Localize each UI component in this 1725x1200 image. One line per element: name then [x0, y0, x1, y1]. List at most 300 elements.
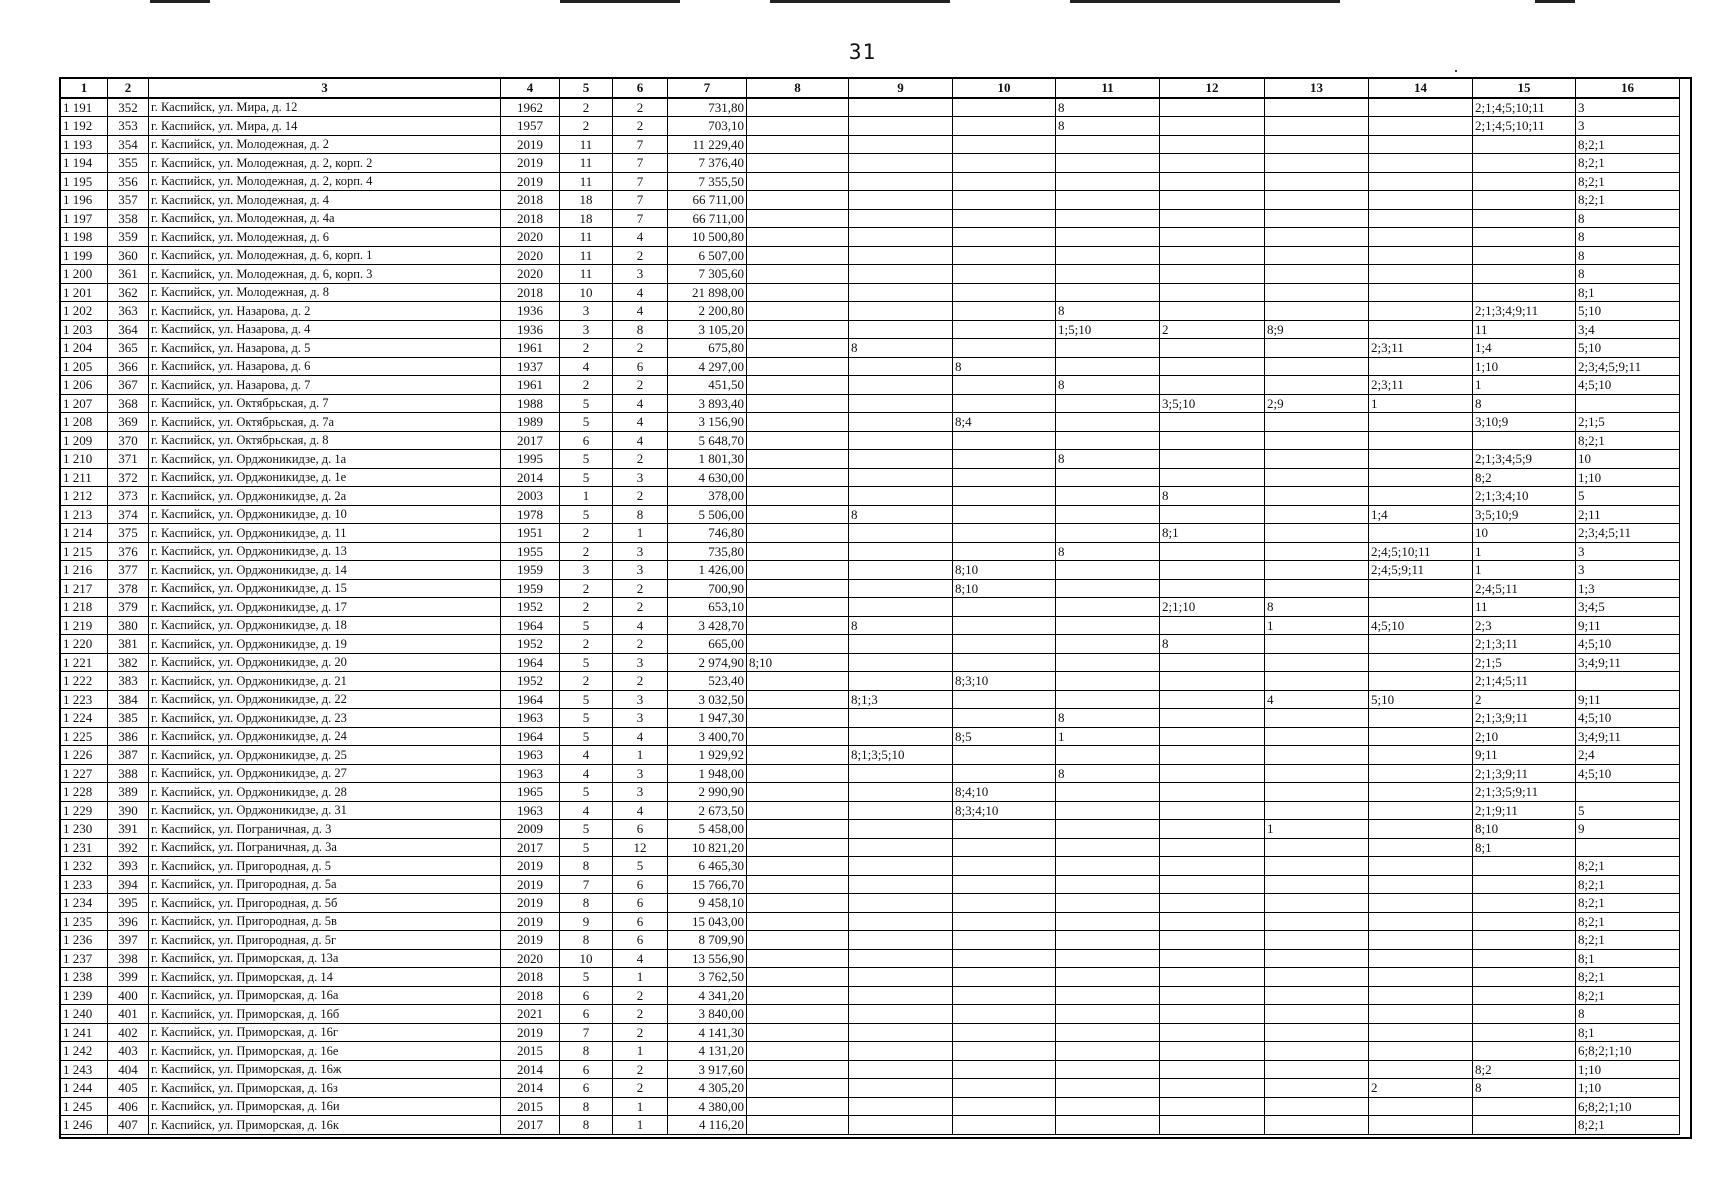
cell-col-6: 6 — [613, 357, 668, 376]
cell-col-12 — [1160, 838, 1265, 857]
cell-col-2: 374 — [108, 505, 149, 524]
cell-col-16 — [1576, 838, 1680, 857]
cell-col-15 — [1473, 1042, 1576, 1061]
column-header-14: 14 — [1369, 79, 1473, 98]
cell-col-1: 1 244 — [61, 1079, 108, 1098]
cell-col-10 — [953, 505, 1056, 524]
cell-col-1: 1 234 — [61, 894, 108, 913]
table-row — [61, 339, 1680, 358]
table-row — [61, 394, 1680, 413]
cell-col-2: 364 — [108, 320, 149, 339]
cell-col-14: 2;4;5;9;11 — [1369, 561, 1473, 580]
cell-col-8 — [747, 265, 849, 284]
cell-col-3: г. Каспийск, ул. Молодежная, д. 4а — [149, 209, 501, 228]
cell-col-3: г. Каспийск, ул. Орджоникидзе, д. 21 — [149, 672, 501, 691]
table-row — [61, 209, 1680, 228]
cell-col-16: 1;10 — [1576, 468, 1680, 487]
cell-col-7: 3 840,00 — [668, 1005, 747, 1024]
table-row — [61, 968, 1680, 987]
cell-col-13 — [1265, 894, 1369, 913]
cell-col-16: 10 — [1576, 450, 1680, 469]
cell-col-3: г. Каспийск, ул. Орджоникидзе, д. 24 — [149, 727, 501, 746]
cell-col-1: 1 196 — [61, 191, 108, 210]
cell-col-6: 8 — [613, 320, 668, 339]
cell-col-2: 372 — [108, 468, 149, 487]
table-row — [61, 320, 1680, 339]
cell-col-15 — [1473, 172, 1576, 191]
cell-col-13: 1 — [1265, 616, 1369, 635]
cell-col-1: 1 220 — [61, 635, 108, 654]
cell-col-2: 397 — [108, 931, 149, 950]
cell-col-4: 2003 — [501, 487, 560, 506]
table-row — [61, 357, 1680, 376]
cell-col-12: 8;1 — [1160, 524, 1265, 543]
cell-col-15 — [1473, 135, 1576, 154]
cell-col-4: 1963 — [501, 801, 560, 820]
cell-col-11: 8 — [1056, 764, 1160, 783]
cell-col-12 — [1160, 265, 1265, 284]
cell-col-2: 379 — [108, 598, 149, 617]
cell-col-8 — [747, 1079, 849, 1098]
cell-col-5: 11 — [560, 172, 613, 191]
cell-col-2: 381 — [108, 635, 149, 654]
cell-col-13 — [1265, 339, 1369, 358]
cell-col-3: г. Каспийск, ул. Назарова, д. 7 — [149, 376, 501, 395]
cell-col-5: 11 — [560, 265, 613, 284]
cell-col-16 — [1576, 672, 1680, 691]
cell-col-13 — [1265, 283, 1369, 302]
cell-col-3: г. Каспийск, ул. Орджоникидзе, д. 31 — [149, 801, 501, 820]
cell-col-8 — [747, 801, 849, 820]
cell-col-13 — [1265, 783, 1369, 802]
cell-col-11 — [1056, 561, 1160, 580]
cell-col-15: 8 — [1473, 394, 1576, 413]
cell-col-12 — [1160, 875, 1265, 894]
cell-col-10 — [953, 339, 1056, 358]
cell-col-4: 1964 — [501, 727, 560, 746]
cell-col-16: 8;2;1 — [1576, 1116, 1680, 1135]
cell-col-13 — [1265, 801, 1369, 820]
cell-col-16: 8;2;1 — [1576, 135, 1680, 154]
table-row — [61, 801, 1680, 820]
cell-col-1: 1 227 — [61, 764, 108, 783]
cell-col-14 — [1369, 413, 1473, 432]
cell-col-8 — [747, 302, 849, 321]
cell-col-6: 2 — [613, 487, 668, 506]
cell-col-2: 356 — [108, 172, 149, 191]
cell-col-2: 371 — [108, 450, 149, 469]
cell-col-2: 368 — [108, 394, 149, 413]
cell-col-8 — [747, 320, 849, 339]
cell-col-12 — [1160, 986, 1265, 1005]
cell-col-6: 2 — [613, 117, 668, 136]
cell-col-1: 1 217 — [61, 579, 108, 598]
cell-col-3: г. Каспийск, ул. Орджоникидзе, д. 10 — [149, 505, 501, 524]
cell-col-3: г. Каспийск, ул. Орджоникидзе, д. 22 — [149, 690, 501, 709]
cell-col-5: 5 — [560, 690, 613, 709]
cell-col-5: 2 — [560, 598, 613, 617]
cell-col-1: 1 201 — [61, 283, 108, 302]
cell-col-1: 1 230 — [61, 820, 108, 839]
cell-col-4: 1936 — [501, 320, 560, 339]
cell-col-9 — [849, 283, 953, 302]
cell-col-11 — [1056, 986, 1160, 1005]
cell-col-13 — [1265, 98, 1369, 117]
cell-col-6: 6 — [613, 875, 668, 894]
cell-col-14 — [1369, 653, 1473, 672]
cell-col-3: г. Каспийск, ул. Орджоникидзе, д. 19 — [149, 635, 501, 654]
cell-col-3: г. Каспийск, ул. Назарова, д. 5 — [149, 339, 501, 358]
cell-col-11 — [1056, 949, 1160, 968]
cell-col-5: 8 — [560, 931, 613, 950]
cell-col-2: 365 — [108, 339, 149, 358]
cell-col-14: 4;5;10 — [1369, 616, 1473, 635]
cell-col-12 — [1160, 1097, 1265, 1116]
cell-col-8 — [747, 339, 849, 358]
cell-col-2: 362 — [108, 283, 149, 302]
cell-col-10 — [953, 191, 1056, 210]
cell-col-1: 1 241 — [61, 1023, 108, 1042]
cell-col-6: 2 — [613, 598, 668, 617]
cell-col-11 — [1056, 154, 1160, 173]
cell-col-4: 1952 — [501, 598, 560, 617]
cell-col-14 — [1369, 1116, 1473, 1135]
cell-col-9: 8 — [849, 505, 953, 524]
cell-col-15: 2;1;3;4;9;11 — [1473, 302, 1576, 321]
cell-col-5: 8 — [560, 1116, 613, 1135]
cell-col-14 — [1369, 1097, 1473, 1116]
cell-col-15: 8;2 — [1473, 468, 1576, 487]
top-rule-3 — [770, 0, 950, 3]
cell-col-4: 2018 — [501, 986, 560, 1005]
cell-col-1: 1 212 — [61, 487, 108, 506]
cell-col-6: 7 — [613, 154, 668, 173]
table-row — [61, 672, 1680, 691]
table-row — [61, 579, 1680, 598]
cell-col-9: 8;1;3 — [849, 690, 953, 709]
cell-col-12 — [1160, 209, 1265, 228]
cell-col-6: 3 — [613, 561, 668, 580]
table-row — [61, 931, 1680, 950]
cell-col-9 — [849, 986, 953, 1005]
cell-col-4: 2015 — [501, 1097, 560, 1116]
cell-col-10: 8;3;4;10 — [953, 801, 1056, 820]
cell-col-15: 2;1;5 — [1473, 653, 1576, 672]
cell-col-16: 3;4;5 — [1576, 598, 1680, 617]
cell-col-6: 2 — [613, 376, 668, 395]
cell-col-10 — [953, 1060, 1056, 1079]
cell-col-13: 1 — [1265, 820, 1369, 839]
cell-col-16: 8;2;1 — [1576, 431, 1680, 450]
cell-col-12 — [1160, 616, 1265, 635]
cell-col-5: 2 — [560, 542, 613, 561]
cell-col-2: 395 — [108, 894, 149, 913]
cell-col-14 — [1369, 746, 1473, 765]
cell-col-6: 7 — [613, 191, 668, 210]
column-header-16: 16 — [1576, 79, 1680, 98]
cell-col-12 — [1160, 727, 1265, 746]
cell-col-16: 4;5;10 — [1576, 376, 1680, 395]
cell-col-1: 1 208 — [61, 413, 108, 432]
cell-col-1: 1 191 — [61, 98, 108, 117]
table-row — [61, 912, 1680, 931]
cell-col-16: 8;2;1 — [1576, 875, 1680, 894]
cell-col-9 — [849, 191, 953, 210]
cell-col-4: 1978 — [501, 505, 560, 524]
cell-col-5: 3 — [560, 302, 613, 321]
cell-col-7: 735,80 — [668, 542, 747, 561]
table-row — [61, 690, 1680, 709]
cell-col-11 — [1056, 672, 1160, 691]
cell-col-16: 8;2;1 — [1576, 154, 1680, 173]
cell-col-4: 1959 — [501, 579, 560, 598]
cell-col-2: 407 — [108, 1116, 149, 1135]
cell-col-2: 376 — [108, 542, 149, 561]
column-header-8: 8 — [747, 79, 849, 98]
cell-col-14 — [1369, 838, 1473, 857]
cell-col-5: 11 — [560, 246, 613, 265]
cell-col-9 — [849, 949, 953, 968]
cell-col-16: 8 — [1576, 209, 1680, 228]
cell-col-16: 3 — [1576, 117, 1680, 136]
cell-col-14: 2;3;11 — [1369, 376, 1473, 395]
cell-col-15: 2;1;3;11 — [1473, 635, 1576, 654]
cell-col-9 — [849, 561, 953, 580]
cell-col-15: 1 — [1473, 561, 1576, 580]
cell-col-2: 358 — [108, 209, 149, 228]
cell-col-13 — [1265, 1079, 1369, 1098]
cell-col-7: 2 200,80 — [668, 302, 747, 321]
cell-col-12 — [1160, 413, 1265, 432]
cell-col-16: 3 — [1576, 561, 1680, 580]
cell-col-15 — [1473, 1005, 1576, 1024]
cell-col-16: 5;10 — [1576, 339, 1680, 358]
cell-col-1: 1 232 — [61, 857, 108, 876]
top-rule-5 — [1535, 0, 1575, 3]
cell-col-1: 1 216 — [61, 561, 108, 580]
cell-col-12: 2;1;10 — [1160, 598, 1265, 617]
cell-col-16: 5;10 — [1576, 302, 1680, 321]
cell-col-14 — [1369, 228, 1473, 247]
cell-col-16: 1;10 — [1576, 1060, 1680, 1079]
cell-col-15: 2;3 — [1473, 616, 1576, 635]
cell-col-16: 2;3;4;5;11 — [1576, 524, 1680, 543]
cell-col-8 — [747, 98, 849, 117]
cell-col-12 — [1160, 246, 1265, 265]
cell-col-13: 4 — [1265, 690, 1369, 709]
table-row — [61, 450, 1680, 469]
cell-col-4: 2019 — [501, 154, 560, 173]
cell-col-6: 1 — [613, 1042, 668, 1061]
cell-col-4: 2017 — [501, 431, 560, 450]
cell-col-6: 7 — [613, 135, 668, 154]
cell-col-8 — [747, 524, 849, 543]
cell-col-7: 5 506,00 — [668, 505, 747, 524]
cell-col-2: 385 — [108, 709, 149, 728]
cell-col-5: 2 — [560, 579, 613, 598]
cell-col-14: 2;3;11 — [1369, 339, 1473, 358]
cell-col-5: 2 — [560, 672, 613, 691]
cell-col-1: 1 194 — [61, 154, 108, 173]
cell-col-6: 3 — [613, 783, 668, 802]
table-row — [61, 191, 1680, 210]
cell-col-3: г. Каспийск, ул. Орджоникидзе, д. 1е — [149, 468, 501, 487]
cell-col-12 — [1160, 894, 1265, 913]
table-row — [61, 949, 1680, 968]
cell-col-2: 355 — [108, 154, 149, 173]
cell-col-12 — [1160, 912, 1265, 931]
cell-col-10 — [953, 209, 1056, 228]
cell-col-15: 11 — [1473, 320, 1576, 339]
cell-col-3: г. Каспийск, ул. Приморская, д. 16ж — [149, 1060, 501, 1079]
cell-col-7: 6 465,30 — [668, 857, 747, 876]
cell-col-13 — [1265, 949, 1369, 968]
cell-col-9 — [849, 209, 953, 228]
cell-col-15: 2;1;3;5;9;11 — [1473, 783, 1576, 802]
cell-col-4: 1988 — [501, 394, 560, 413]
cell-col-6: 2 — [613, 986, 668, 1005]
cell-col-9 — [849, 598, 953, 617]
table-row — [61, 783, 1680, 802]
cell-col-12 — [1160, 579, 1265, 598]
cell-col-5: 18 — [560, 191, 613, 210]
column-header-3: 3 — [149, 79, 501, 98]
cell-col-15 — [1473, 154, 1576, 173]
cell-col-8 — [747, 709, 849, 728]
cell-col-5: 8 — [560, 1042, 613, 1061]
cell-col-13 — [1265, 1023, 1369, 1042]
cell-col-8 — [747, 931, 849, 950]
cell-col-13 — [1265, 1097, 1369, 1116]
cell-col-10 — [953, 542, 1056, 561]
cell-col-14: 1 — [1369, 394, 1473, 413]
cell-col-11: 8 — [1056, 117, 1160, 136]
cell-col-6: 5 — [613, 857, 668, 876]
cell-col-2: 404 — [108, 1060, 149, 1079]
cell-col-4: 1961 — [501, 339, 560, 358]
cell-col-6: 4 — [613, 228, 668, 247]
cell-col-2: 387 — [108, 746, 149, 765]
cell-col-8 — [747, 1097, 849, 1116]
cell-col-8 — [747, 912, 849, 931]
cell-col-12 — [1160, 98, 1265, 117]
cell-col-14 — [1369, 246, 1473, 265]
cell-col-14: 2 — [1369, 1079, 1473, 1098]
cell-col-2: 366 — [108, 357, 149, 376]
cell-col-4: 1962 — [501, 98, 560, 117]
cell-col-10 — [953, 1116, 1056, 1135]
cell-col-7: 2 974,90 — [668, 653, 747, 672]
cell-col-2: 378 — [108, 579, 149, 598]
cell-col-5: 5 — [560, 727, 613, 746]
cell-col-3: г. Каспийск, ул. Октябрьская, д. 8 — [149, 431, 501, 450]
cell-col-12 — [1160, 746, 1265, 765]
table-row — [61, 302, 1680, 321]
cell-col-3: г. Каспийск, ул. Орджоникидзе, д. 2а — [149, 487, 501, 506]
cell-col-11 — [1056, 228, 1160, 247]
cell-col-4: 2020 — [501, 246, 560, 265]
cell-col-7: 1 947,30 — [668, 709, 747, 728]
cell-col-8 — [747, 949, 849, 968]
cell-col-15: 2 — [1473, 690, 1576, 709]
cell-col-13 — [1265, 561, 1369, 580]
cell-col-13 — [1265, 709, 1369, 728]
cell-col-10 — [953, 746, 1056, 765]
cell-col-13 — [1265, 487, 1369, 506]
cell-col-6: 7 — [613, 209, 668, 228]
cell-col-3: г. Каспийск, ул. Назарова, д. 4 — [149, 320, 501, 339]
cell-col-4: 1936 — [501, 302, 560, 321]
cell-col-13 — [1265, 1042, 1369, 1061]
cell-col-11: 8 — [1056, 98, 1160, 117]
cell-col-6: 2 — [613, 672, 668, 691]
column-header-5: 5 — [560, 79, 613, 98]
table-row — [61, 986, 1680, 1005]
cell-col-8 — [747, 635, 849, 654]
cell-col-5: 5 — [560, 838, 613, 857]
cell-col-6: 4 — [613, 431, 668, 450]
cell-col-10 — [953, 154, 1056, 173]
cell-col-13 — [1265, 857, 1369, 876]
cell-col-1: 1 203 — [61, 320, 108, 339]
cell-col-8 — [747, 857, 849, 876]
cell-col-3: г. Каспийск, ул. Молодежная, д. 2 — [149, 135, 501, 154]
cell-col-16: 9;11 — [1576, 616, 1680, 635]
cell-col-9 — [849, 857, 953, 876]
cell-col-2: 375 — [108, 524, 149, 543]
cell-col-14: 1;4 — [1369, 505, 1473, 524]
cell-col-12 — [1160, 542, 1265, 561]
table-row — [61, 653, 1680, 672]
cell-col-5: 7 — [560, 875, 613, 894]
cell-col-4: 1957 — [501, 117, 560, 136]
cell-col-7: 703,10 — [668, 117, 747, 136]
cell-col-12 — [1160, 931, 1265, 950]
cell-col-3: г. Каспийск, ул. Пограничная, д. 3 — [149, 820, 501, 839]
cell-col-14 — [1369, 487, 1473, 506]
cell-col-5: 8 — [560, 857, 613, 876]
cell-col-8 — [747, 783, 849, 802]
cell-col-12: 3;5;10 — [1160, 394, 1265, 413]
cell-col-6: 6 — [613, 894, 668, 913]
cell-col-12 — [1160, 154, 1265, 173]
cell-col-15 — [1473, 1097, 1576, 1116]
cell-col-14 — [1369, 1042, 1473, 1061]
cell-col-6: 4 — [613, 394, 668, 413]
cell-col-8 — [747, 505, 849, 524]
cell-col-3: г. Каспийск, ул. Орджоникидзе, д. 13 — [149, 542, 501, 561]
cell-col-10 — [953, 764, 1056, 783]
cell-col-16: 3;4;9;11 — [1576, 653, 1680, 672]
cell-col-11 — [1056, 746, 1160, 765]
cell-col-5: 8 — [560, 894, 613, 913]
cell-col-3: г. Каспийск, ул. Приморская, д. 16а — [149, 986, 501, 1005]
cell-col-1: 1 238 — [61, 968, 108, 987]
cell-col-10 — [953, 857, 1056, 876]
cell-col-2: 388 — [108, 764, 149, 783]
cell-col-7: 4 630,00 — [668, 468, 747, 487]
cell-col-9 — [849, 968, 953, 987]
cell-col-7: 1 929,92 — [668, 746, 747, 765]
cell-col-10 — [953, 968, 1056, 987]
cell-col-2: 401 — [108, 1005, 149, 1024]
cell-col-1: 1 193 — [61, 135, 108, 154]
cell-col-16: 8;2;1 — [1576, 968, 1680, 987]
cell-col-12 — [1160, 1023, 1265, 1042]
cell-col-9 — [849, 579, 953, 598]
cell-col-16: 8 — [1576, 228, 1680, 247]
cell-col-12 — [1160, 709, 1265, 728]
